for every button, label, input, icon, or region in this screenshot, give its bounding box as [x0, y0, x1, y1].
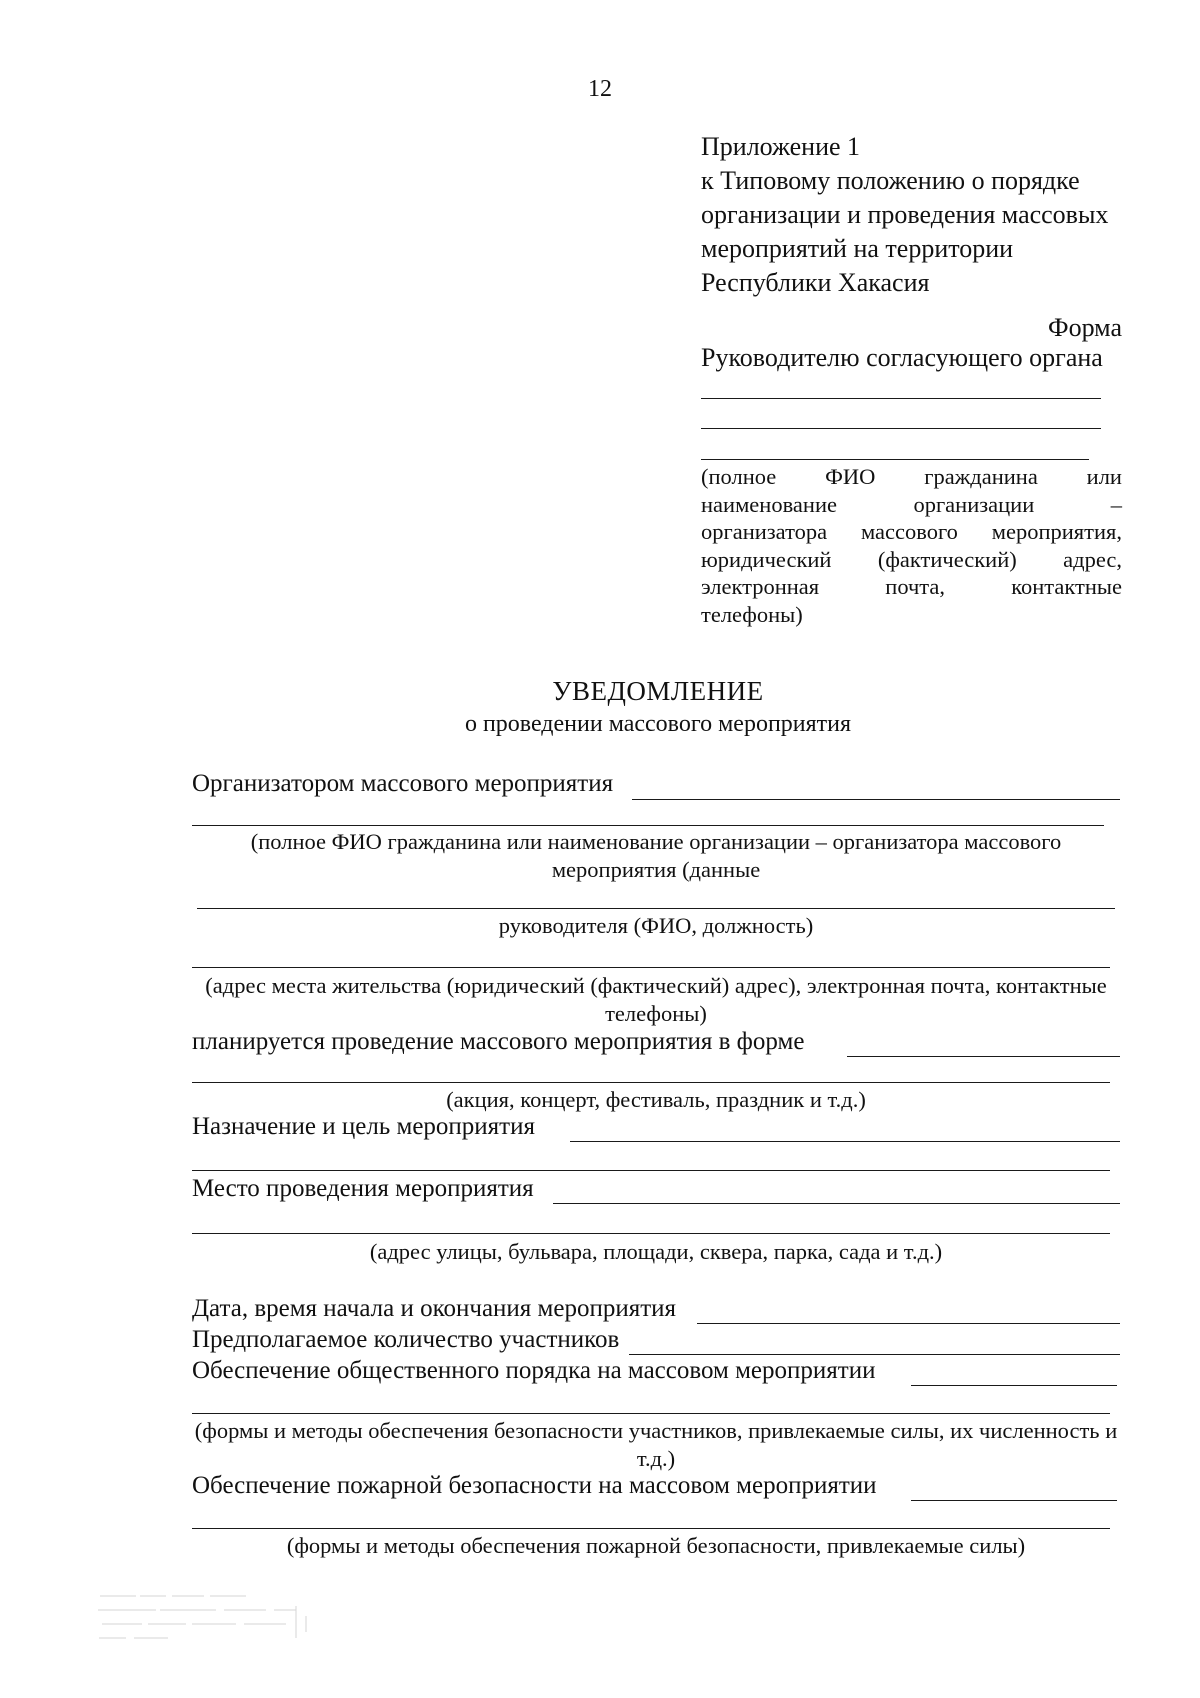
- datetime-input-line[interactable]: [697, 1323, 1120, 1324]
- applicant-note: [701, 463, 1122, 628]
- applicant-note-row: [701, 491, 1122, 519]
- note-word: электронная: [701, 574, 820, 599]
- document-subtitle: о проведении массового мероприятия: [464, 711, 852, 737]
- venue-hint: (адрес улицы, бульвара, площади, сквера, парка, сада и т.д.): [369, 1239, 943, 1264]
- organizer-head-hint: руководителя (ФИО, должность): [498, 913, 814, 938]
- addressee-line-1: [701, 398, 1101, 399]
- appendix-line: Республики Хакасия: [701, 268, 930, 297]
- note-word: или: [1086, 464, 1122, 489]
- applicant-note-row: [701, 463, 1122, 491]
- note-word: организации: [913, 491, 1035, 517]
- note-word: гражданина: [924, 464, 1038, 489]
- participants-label: Предполагаемое количество участников: [192, 1326, 620, 1353]
- organizer-input-line[interactable]: [632, 799, 1120, 800]
- applicant-note-row: [701, 573, 1122, 601]
- venue-label: Место проведения мероприятия: [192, 1175, 534, 1202]
- document-title: УВЕДОМЛЕНИЕ: [552, 676, 764, 706]
- venue-input-line[interactable]: [553, 1203, 1120, 1204]
- appendix-block: [701, 130, 1108, 300]
- event-form-hint: (акция, концерт, фестиваль, праздник и т.д.): [446, 1087, 866, 1112]
- organizer-input-line-2[interactable]: [192, 825, 1104, 826]
- form-label: Форма: [1048, 313, 1122, 342]
- event-form-input-line[interactable]: [847, 1056, 1120, 1057]
- participants-input-line[interactable]: [629, 1354, 1120, 1355]
- public-order-label: Обеспечение общественного порядка на массовом мероприятии: [192, 1357, 876, 1384]
- note-word: ФИО: [825, 464, 876, 489]
- fire-safety-hint: (формы и методы обеспечения пожарной безопасности, привлекаемые силы): [286, 1533, 1026, 1558]
- note-word: юридический: [701, 546, 832, 572]
- applicant-note-row: [701, 518, 1122, 546]
- purpose-input-line-2[interactable]: [192, 1170, 1110, 1171]
- purpose-label: Назначение и цель мероприятия: [192, 1113, 535, 1140]
- appendix-line: организации и проведения массовых: [701, 200, 1109, 229]
- datetime-label: Дата, время начала и окончания мероприятия: [192, 1295, 677, 1322]
- fire-safety-input-line[interactable]: [911, 1500, 1117, 1501]
- note-word: адрес,: [1063, 546, 1122, 572]
- page-number: 12: [588, 76, 612, 102]
- organizer-head-line[interactable]: [197, 908, 1115, 909]
- addressee-line-3: [701, 459, 1089, 460]
- event-form-input-line-2[interactable]: [192, 1082, 1110, 1083]
- appendix-line: Приложение 1: [701, 132, 861, 161]
- note-word: массового: [860, 519, 958, 544]
- note-word: организатора: [701, 519, 828, 544]
- address-input-line[interactable]: [192, 967, 1110, 968]
- note-word: (полное: [701, 464, 777, 489]
- appendix-line: мероприятий на территории: [701, 234, 1014, 263]
- fire-safety-label: Обеспечение пожарной безопасности на массовом мероприятии: [192, 1472, 877, 1499]
- organizer-label: Организатором массового мероприятия: [192, 770, 614, 797]
- organizer-hint: (полное ФИО гражданина или наименование организации – организатора массового мероприятия (данные: [250, 829, 1062, 882]
- note-word: мероприятия,: [991, 519, 1122, 544]
- note-word: наименование: [701, 491, 837, 517]
- address-hint: (адрес места жительства (юридический (фактический) адрес), электронная почта, контактные телефоны): [205, 973, 1107, 1026]
- venue-input-line-2[interactable]: [192, 1233, 1110, 1234]
- applicant-note-row: [701, 546, 1122, 574]
- public-order-input-line-2[interactable]: [192, 1413, 1110, 1414]
- note-word: почта,: [885, 574, 946, 599]
- applicant-note-last: телефоны): [701, 601, 803, 627]
- addressee: Руководителю согласующего органа: [701, 343, 1103, 372]
- appendix-line: к Типовому положению о порядке: [701, 166, 1080, 195]
- stamp-mark: [96, 1588, 318, 1646]
- event-form-label: планируется проведение массового мероприятия в форме: [192, 1028, 805, 1055]
- note-word: (фактический): [877, 546, 1017, 572]
- note-word: –: [1110, 491, 1122, 517]
- public-order-input-line[interactable]: [911, 1385, 1117, 1386]
- addressee-line-2: [701, 428, 1101, 429]
- purpose-input-line[interactable]: [570, 1141, 1120, 1142]
- public-order-hint: (формы и методы обеспечения безопасности участников, привлекаемые силы, их численность и т.д.): [194, 1418, 1118, 1471]
- note-word: контактные: [1011, 574, 1122, 599]
- fire-safety-input-line-2[interactable]: [192, 1528, 1110, 1529]
